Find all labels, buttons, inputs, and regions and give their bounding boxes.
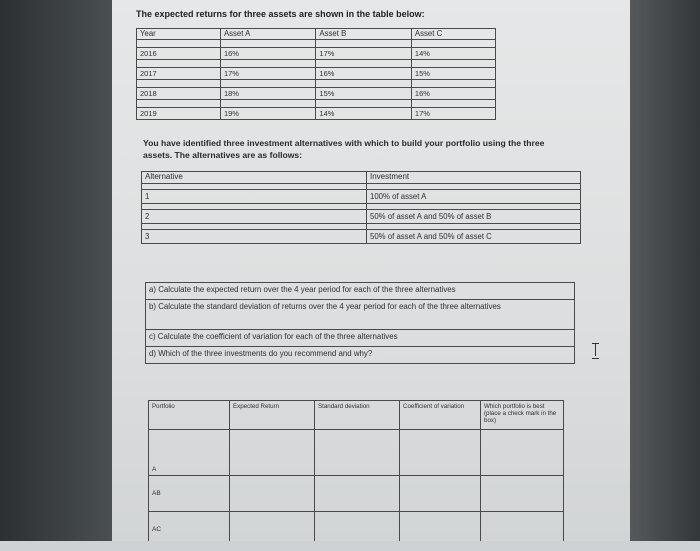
header-portfolio: Portfolio	[149, 401, 230, 430]
cell-asset-b: 14%	[316, 108, 411, 120]
question-b: b) Calculate the standard deviation of returns over the 4 year period for each of the three alternatives	[146, 300, 575, 330]
cell-best-checkbox[interactable]	[481, 430, 564, 476]
question-row	[146, 330, 575, 347]
cell-asset-a: 18%	[220, 88, 315, 100]
question-a: a) Calculate the expected return over the 4 year period for each of the three alternatives	[146, 283, 575, 300]
monitor-bezel-left	[0, 0, 112, 551]
cell-asset-c: 15%	[411, 68, 495, 80]
cell-investment: 50% of asset A and 50% of asset C	[367, 230, 581, 244]
monitor-bezel-right	[630, 0, 700, 551]
cell-alternative: 1	[142, 190, 367, 204]
cell-investment: 50% of asset A and 50% of asset B	[367, 210, 581, 224]
cell-portfolio: AB	[149, 476, 230, 512]
cell-standard-deviation[interactable]	[315, 430, 400, 476]
header-expected-return: Expected Return	[230, 401, 315, 430]
table-row	[142, 190, 581, 204]
cell-asset-a: 17%	[220, 68, 315, 80]
cell-alternative: 2	[142, 210, 367, 224]
cell-asset-c: 16%	[411, 88, 495, 100]
table-row	[137, 108, 496, 120]
header-investment: Investment	[367, 172, 581, 184]
cell-asset-b: 17%	[316, 48, 411, 60]
cell-asset-b: 15%	[316, 88, 411, 100]
table-row	[142, 230, 581, 244]
header-standard-deviation: Standard deviation	[315, 401, 400, 430]
question-c: c) Calculate the coefficient of variation for each of the three alternatives	[146, 330, 575, 347]
returns-table	[136, 28, 496, 120]
header-asset-c: Asset C	[411, 29, 495, 40]
cell-portfolio: AC	[149, 512, 230, 548]
intro-text: The expected returns for three assets are shown in the table below:	[136, 9, 425, 19]
cell-asset-c: 17%	[411, 108, 495, 120]
header-asset-a: Asset A	[220, 29, 315, 40]
cell-coefficient-of-variation[interactable]	[400, 430, 481, 476]
cell-portfolio: A	[149, 430, 230, 476]
cell-alternative: 3	[142, 230, 367, 244]
cell-expected-return[interactable]	[230, 430, 315, 476]
cell-best-checkbox[interactable]	[481, 476, 564, 512]
header-alternative: Alternative	[142, 172, 367, 184]
cell-investment: 100% of asset A	[367, 190, 581, 204]
header-coefficient-of-variation: Coefficient of variation	[400, 401, 481, 430]
table-row	[149, 476, 564, 512]
answer-table	[148, 400, 564, 548]
table-row	[149, 430, 564, 476]
cell-year: 2017	[137, 68, 221, 80]
header-asset-b: Asset B	[316, 29, 411, 40]
table-row	[142, 210, 581, 224]
taskbar-strip	[0, 541, 700, 551]
table-row	[137, 68, 496, 80]
cell-year: 2018	[137, 88, 221, 100]
question-d: d) Which of the three investments do you recommend and why?	[146, 347, 575, 364]
question-row	[146, 300, 575, 330]
table-row	[137, 88, 496, 100]
cell-asset-a: 19%	[220, 108, 315, 120]
cell-expected-return[interactable]	[230, 476, 315, 512]
table-header-row	[149, 401, 564, 430]
cell-coefficient-of-variation[interactable]	[400, 476, 481, 512]
alternatives-intro: You have identified three investment alternatives with which to build your portfolio using the three assets. The alternatives are as follows:	[143, 138, 545, 160]
alternatives-table	[141, 171, 581, 244]
cell-asset-c: 14%	[411, 48, 495, 60]
cell-year: 2016	[137, 48, 221, 60]
header-best-portfolio: Which portfolio is best (place a check mark in the box)	[481, 401, 564, 430]
cell-standard-deviation[interactable]	[315, 476, 400, 512]
table-row	[137, 48, 496, 60]
table-header-row	[137, 29, 496, 40]
text-cursor-icon	[590, 342, 602, 358]
questions-table	[145, 282, 575, 364]
cell-year: 2019	[137, 108, 221, 120]
cell-asset-a: 16%	[220, 48, 315, 60]
cell-asset-b: 16%	[316, 68, 411, 80]
table-header-row	[142, 172, 581, 184]
header-year: Year	[137, 29, 221, 40]
question-row	[146, 347, 575, 364]
question-row	[146, 283, 575, 300]
